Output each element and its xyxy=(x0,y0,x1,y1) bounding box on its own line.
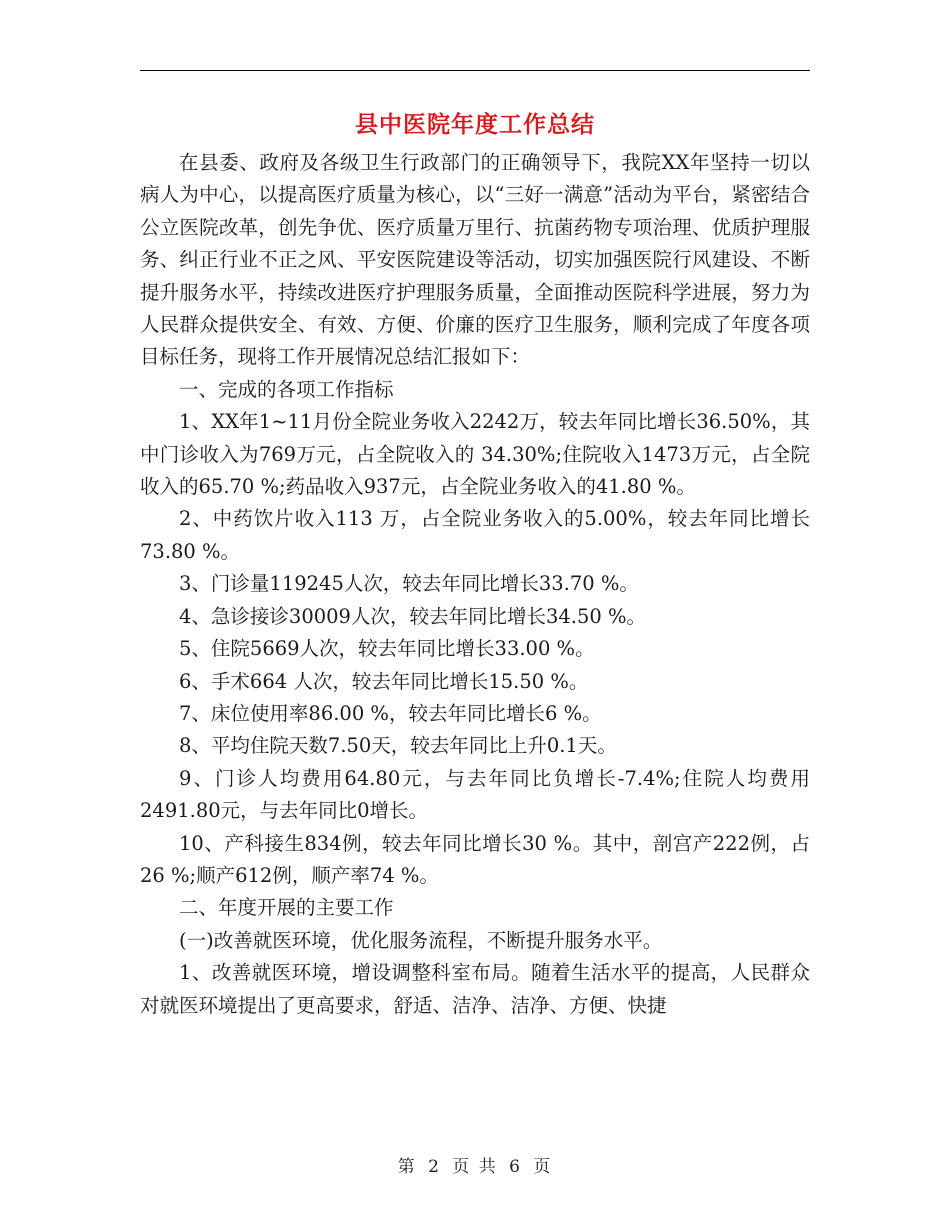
section-heading-2: 二、年度开展的主要工作 xyxy=(179,896,394,920)
section-heading-1: 一、完成的各项工作指标 xyxy=(179,377,394,401)
header-rule xyxy=(140,70,810,71)
paragraph-environment: 1、改善就医环境，增设调整科室布局。随着生活水平的提高，人民群众对就医环境提出了更高要求，舒适、洁净、洁净、方便、快捷 xyxy=(140,961,810,1017)
footer-current-page: 2 xyxy=(428,1157,441,1177)
list-item: 7、床位使用率86.00 %，较去年同比增长6 %。 xyxy=(179,701,602,725)
list-item: 9、门诊人均费用64.80元，与去年同比负增长-7.4%;住院人均费用2491.80元，与去年同比0增长。 xyxy=(140,766,810,823)
page-footer xyxy=(0,1152,950,1177)
paragraph-intro: 在县委、政府及各级卫生行政部门的正确领导下，我院XX年坚持一切以病人为中心，以提高医疗质量为核心，以“三好一满意”活动为平台，紧密结合公立医院改革，创先争优、医疗质量万里行、抗菌药物专项治理、优质护理服务、纠正行业不正之风、平安医院建设等活动，切实加强医院行风建设、不断提升服务水平，持续改进医疗护理服务质量，全面推动医院科学进展，努力为人民群众提供安全、有效、方便、价廉的医疗卫生服务，顺利完成了年度各项目标任务，现将工作开展情况总结汇报如下： xyxy=(140,151,810,369)
list-item: 4、急诊接诊30009人次，较去年同比增长34.50 %。 xyxy=(179,604,646,628)
footer-middle: 页 共 xyxy=(452,1157,498,1177)
list-item: 10、产科接生834例，较去年同比增长30 %。其中，剖宫产222例，占26 %;顺产612例，顺产率74 %。 xyxy=(140,831,810,887)
list-item: 8、平均住院天数7.50天，较去年同比上升0.1天。 xyxy=(179,734,617,758)
list-item: 5、住院5669人次，较去年同比增长33.00 %。 xyxy=(179,637,595,661)
document-body xyxy=(140,147,810,1022)
subsection-heading: (一)改善就医环境，优化服务流程，不断提升服务水平。 xyxy=(179,928,663,952)
footer-suffix: 页 xyxy=(533,1157,553,1177)
list-item: 6、手术664 人次，较去年同比增长15.50 %。 xyxy=(179,669,589,693)
list-item: 3、门诊量119245人次，较去年同比增长33.70 %。 xyxy=(179,572,639,596)
list-item: 1、XX年1~11月份全院业务收入2242万，较去年同比增长36.50%，其中门诊收入为769万元，占全院收入的 34.30%;住院收入1473万元，占全院收入的65.70 %;药品收入937元，占全院业务收入的41.80 %。 xyxy=(140,410,810,499)
footer-total-pages: 6 xyxy=(509,1157,522,1177)
list-item: 2、中药饮片收入113 万，占全院业务收入的5.00%，较去年同比增长73.80 %。 xyxy=(140,507,810,563)
document-title: 县中医院年度工作总结 xyxy=(355,111,595,138)
footer-prefix: 第 xyxy=(397,1157,417,1177)
